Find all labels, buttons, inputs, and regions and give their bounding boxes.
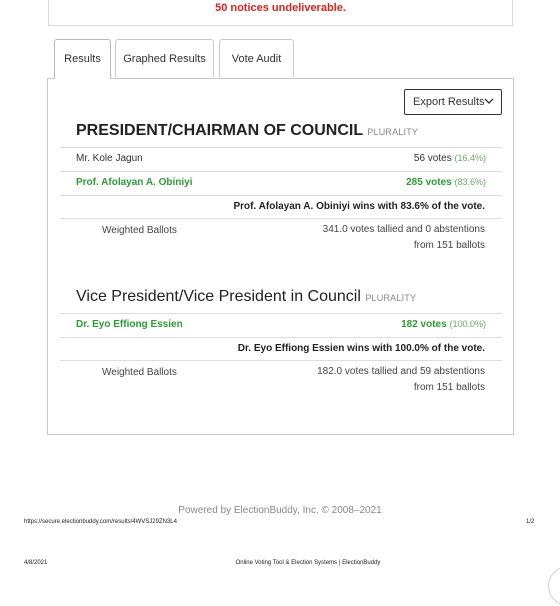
- race-title-text: Vice President/Vice President in Council: [76, 288, 361, 305]
- race-title-text: PRESIDENT/CHAIRMAN OF COUNCIL: [76, 122, 363, 139]
- winner-summary: Dr. Eyo Effiong Essien wins with 100.0% of the vote.: [60, 337, 502, 361]
- vote-count: 182 votes: [401, 319, 447, 330]
- undeliverable-notice: 50 notices undeliverable.: [215, 2, 346, 14]
- vote-percent: (100.0%): [449, 319, 486, 329]
- candidate-row: [60, 313, 502, 336]
- chevron-down-icon: [483, 92, 495, 116]
- vote-count: 285 votes: [406, 177, 452, 188]
- tally-line: 182.0 votes tallied and 59 abstentions: [317, 366, 485, 377]
- page-number: 1/2: [526, 519, 535, 525]
- document-title: Online Voting Tool & Election Systems | ElectionBuddy: [235, 560, 381, 566]
- tally-summary: [317, 364, 485, 396]
- tab-results[interactable]: Results: [54, 39, 111, 79]
- export-results-button[interactable]: [404, 89, 502, 115]
- weighted-ballots-label: Weighted Ballots: [102, 367, 177, 378]
- corner-circle: [548, 566, 560, 606]
- print-date: 4/8/2021: [24, 560, 48, 566]
- candidate-name: Prof. Afolayan A. Obiniyi: [76, 177, 193, 188]
- vote-percent: (16.4%): [454, 153, 486, 163]
- candidate-votes: [414, 153, 486, 164]
- tab-graphed-results[interactable]: Graphed Results: [115, 39, 214, 77]
- tally-summary: [323, 222, 485, 254]
- powered-by: Powered by ElectionBuddy, Inc. © 2008–2021: [178, 505, 382, 516]
- race-title: [76, 288, 416, 306]
- tally-ballots: from 151 ballots: [413, 382, 485, 393]
- race-method: PLURALITY: [367, 127, 419, 137]
- tally-ballots: from 151 ballots: [413, 240, 485, 251]
- notice-box: [48, 0, 513, 26]
- winner-summary: Prof. Afolayan A. Obiniyi wins with 83.6% of the vote.: [60, 195, 502, 219]
- candidate-row: [60, 147, 502, 170]
- candidate-row: [60, 171, 502, 194]
- vote-count: 56 votes: [413, 153, 452, 164]
- candidate-name: Dr. Eyo Effiong Essien: [76, 319, 183, 330]
- candidate-name: Mr. Kole Jagun: [76, 153, 143, 164]
- export-results-label: Export Results: [413, 96, 485, 108]
- race-method: PLURALITY: [365, 293, 417, 303]
- vote-percent: (83.6%): [454, 177, 486, 187]
- candidate-votes: [406, 177, 486, 188]
- tab-vote-audit[interactable]: Vote Audit: [219, 39, 294, 77]
- weighted-ballots-label: Weighted Ballots: [102, 225, 177, 236]
- tally-line: 341.0 votes tallied and 0 abstentions: [322, 224, 485, 235]
- print-url: https://secure.electionbuddy.com/results/4WVSJ29ZN3L4: [24, 519, 177, 525]
- race-title: [76, 122, 418, 140]
- candidate-votes: [401, 319, 486, 330]
